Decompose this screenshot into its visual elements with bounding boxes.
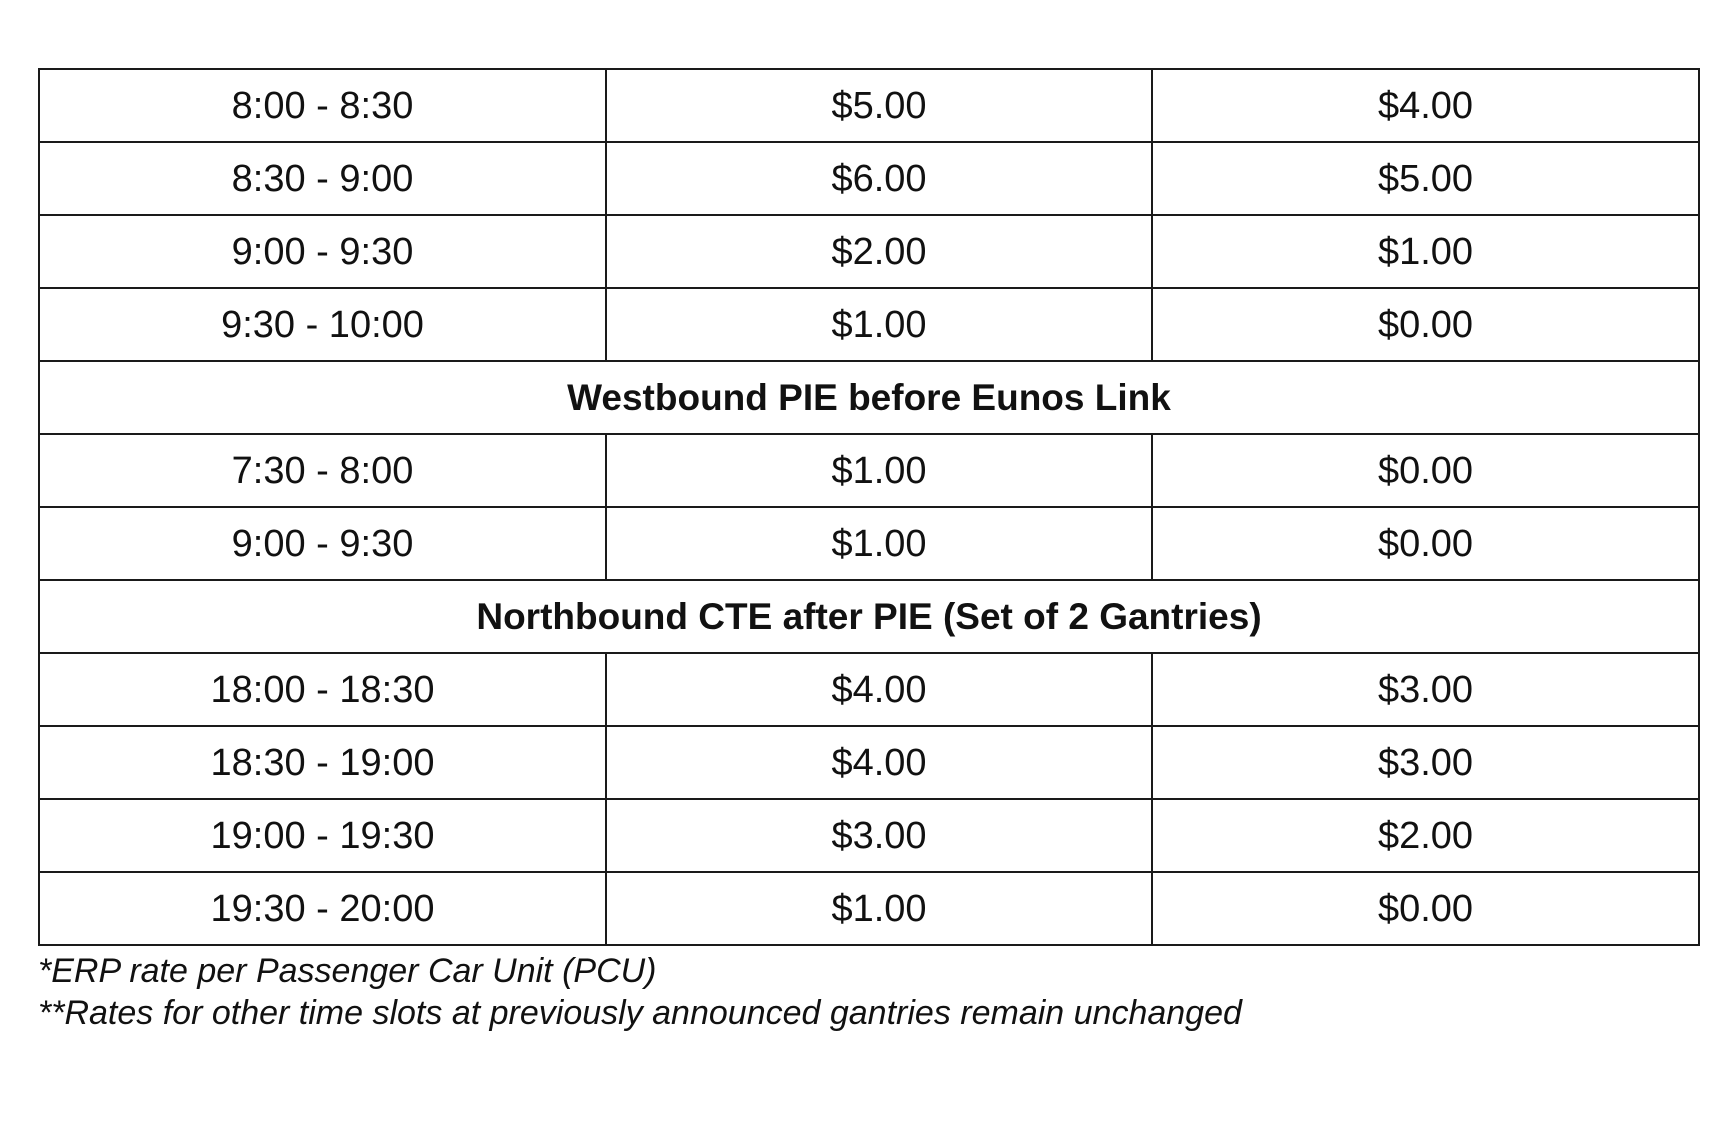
section-header-row xyxy=(39,580,1699,653)
rate-cell: $1.00 xyxy=(606,507,1152,580)
time-slot-cell: 7:30 - 8:00 xyxy=(39,434,606,507)
rate-cell: $5.00 xyxy=(606,69,1152,142)
table-row xyxy=(39,69,1699,142)
rate-cell: $0.00 xyxy=(1152,872,1699,945)
rate-cell: $2.00 xyxy=(1152,799,1699,872)
table-row xyxy=(39,142,1699,215)
rate-cell: $4.00 xyxy=(606,653,1152,726)
rate-cell: $3.00 xyxy=(606,799,1152,872)
rate-cell: $0.00 xyxy=(1152,288,1699,361)
rate-cell: $0.00 xyxy=(1152,507,1699,580)
rate-cell: $0.00 xyxy=(1152,434,1699,507)
rate-cell: $5.00 xyxy=(1152,142,1699,215)
time-slot-cell: 18:30 - 19:00 xyxy=(39,726,606,799)
time-slot-cell: 19:30 - 20:00 xyxy=(39,872,606,945)
rate-cell: $6.00 xyxy=(606,142,1152,215)
time-slot-cell: 18:00 - 18:30 xyxy=(39,653,606,726)
footnote-pcu: *ERP rate per Passenger Car Unit (PCU) xyxy=(38,952,657,990)
rate-cell: $1.00 xyxy=(606,288,1152,361)
rate-cell: $3.00 xyxy=(1152,726,1699,799)
rate-cell: $2.00 xyxy=(606,215,1152,288)
time-slot-cell: 19:00 - 19:30 xyxy=(39,799,606,872)
table-row xyxy=(39,434,1699,507)
table-row xyxy=(39,507,1699,580)
section-header-row xyxy=(39,361,1699,434)
section-title-northbound-cte: Northbound CTE after PIE (Set of 2 Gantries) xyxy=(39,580,1699,653)
time-slot-cell: 9:00 - 9:30 xyxy=(39,215,606,288)
table-row xyxy=(39,872,1699,945)
rate-cell: $4.00 xyxy=(1152,69,1699,142)
table-row xyxy=(39,215,1699,288)
table-row xyxy=(39,288,1699,361)
table-row xyxy=(39,799,1699,872)
rate-cell: $1.00 xyxy=(606,872,1152,945)
footnotes xyxy=(38,950,1698,1034)
footnote-unchanged-rates: **Rates for other time slots at previously announced gantries remain unchanged xyxy=(38,994,1242,1032)
table-row xyxy=(39,653,1699,726)
rate-cell: $3.00 xyxy=(1152,653,1699,726)
time-slot-cell: 8:30 - 9:00 xyxy=(39,142,606,215)
time-slot-cell: 9:00 - 9:30 xyxy=(39,507,606,580)
rate-cell: $4.00 xyxy=(606,726,1152,799)
table-row xyxy=(39,726,1699,799)
rate-cell: $1.00 xyxy=(1152,215,1699,288)
erp-rates-table xyxy=(38,68,1700,946)
time-slot-cell: 9:30 - 10:00 xyxy=(39,288,606,361)
rate-cell: $1.00 xyxy=(606,434,1152,507)
time-slot-cell: 8:00 - 8:30 xyxy=(39,69,606,142)
erp-rates-document xyxy=(38,68,1698,1034)
section-title-westbound-pie: Westbound PIE before Eunos Link xyxy=(39,361,1699,434)
